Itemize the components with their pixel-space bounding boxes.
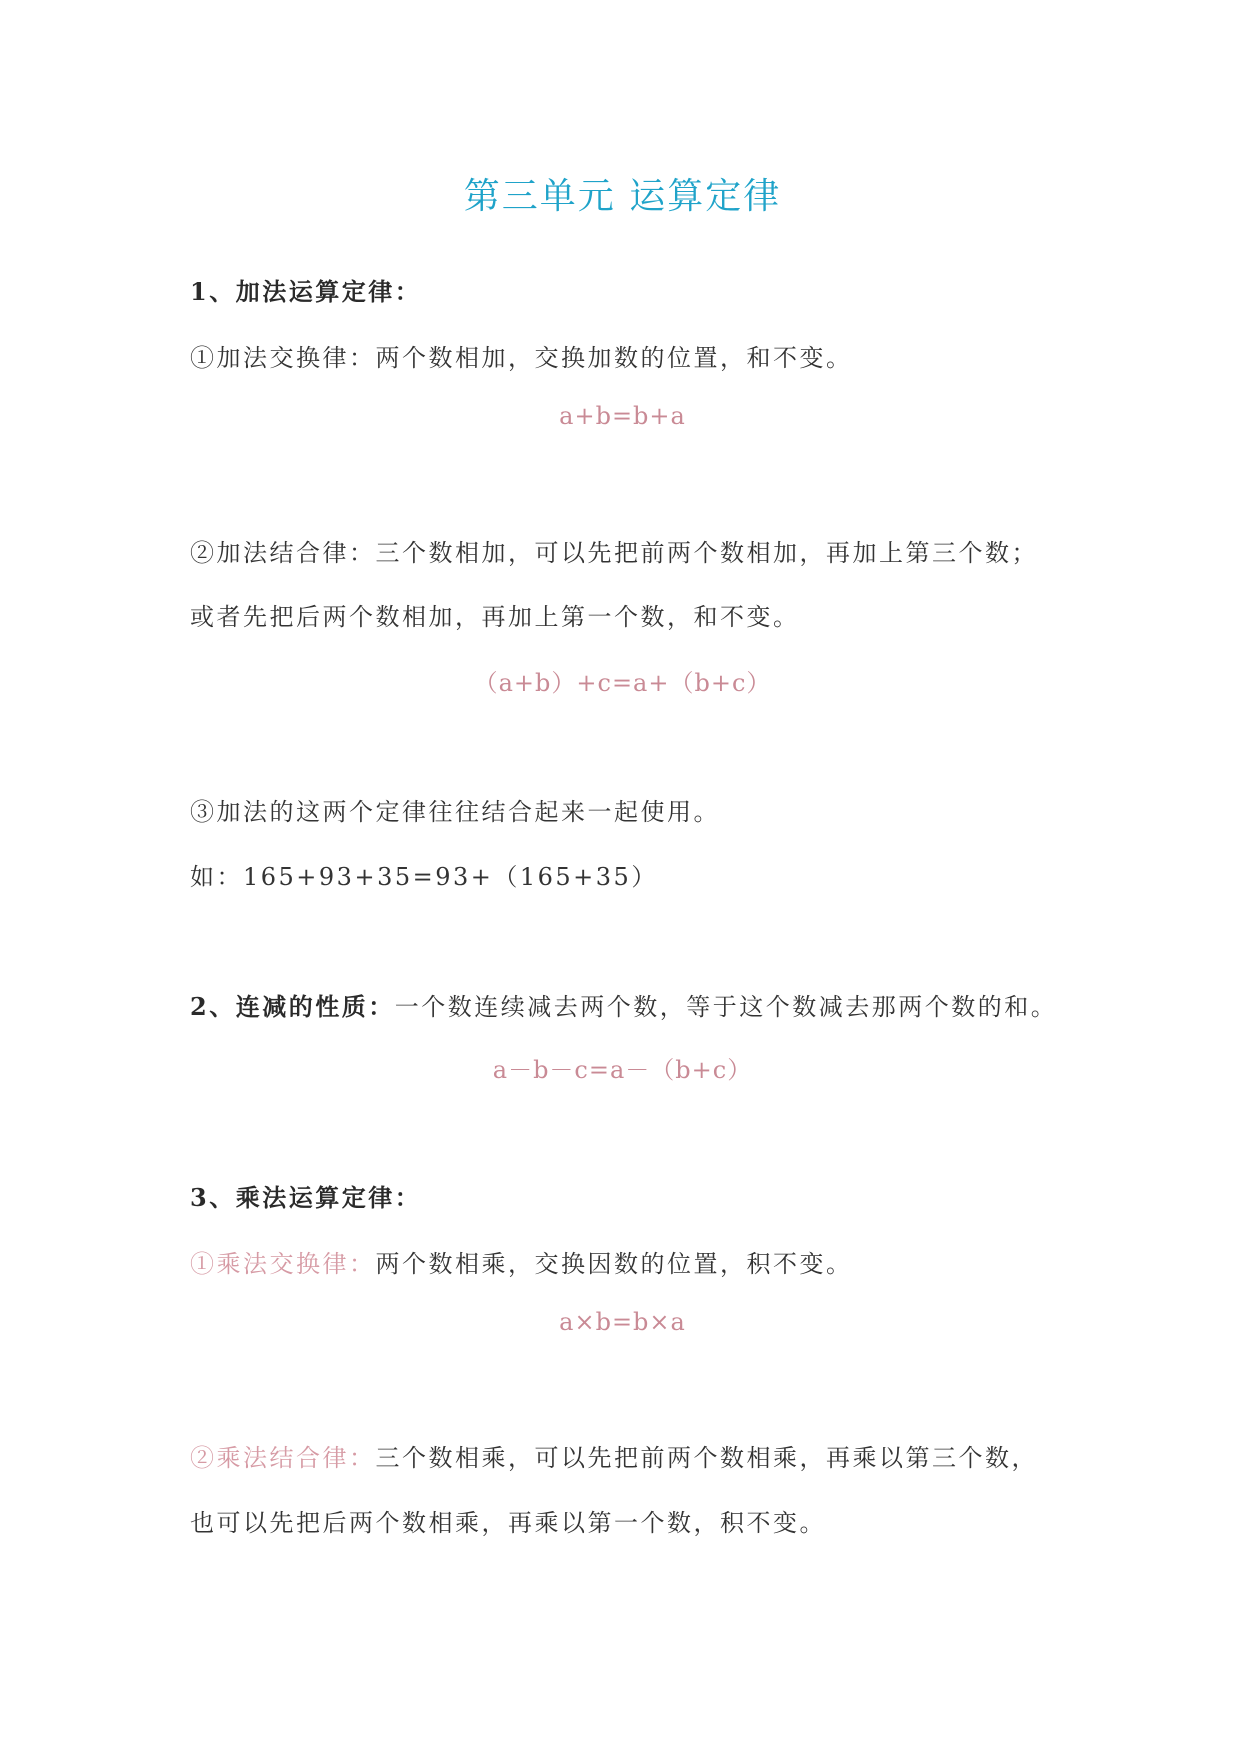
addition-associative-formula: （a+b）+c=a+（b+c）	[473, 669, 772, 697]
section3-heading: 3、乘法运算定律：	[190, 1183, 422, 1212]
page-title: 第三单元 运算定律	[463, 176, 782, 217]
multiplication-associative-line1	[190, 1438, 1038, 1473]
addition-commutative-law: ①加法交换律：两个数相加，交换加数的位置，和不变。	[190, 344, 853, 372]
multiplication-commutative-line	[190, 1244, 853, 1279]
consecutive-subtraction-formula: a－b－c=a－（b+c）	[492, 1056, 753, 1084]
addition-associative-law-line2: 或者先把后两个数相加，再加上第一个数，和不变。	[190, 603, 800, 631]
multiplication-commutative-text: 两个数相乘，交换因数的位置，积不变。	[375, 1250, 853, 1278]
multiplication-commutative-label: ①乘法交换律：	[190, 1250, 376, 1278]
addition-commutative-formula: a+b=b+a	[559, 402, 686, 430]
multiplication-associative-label: ②乘法结合律：	[190, 1444, 376, 1472]
section1-heading: 1、加法运算定律：	[190, 277, 422, 306]
multiplication-associative-text: 三个数相乘，可以先把前两个数相乘，再乘以第三个数，	[375, 1444, 1038, 1472]
consecutive-subtraction-text: 一个数连续减去两个数，等于这个数减去那两个数的和。	[394, 993, 1058, 1021]
multiplication-associative-line2: 也可以先把后两个数相乘，再乘以第一个数，积不变。	[190, 1509, 826, 1537]
addition-associative-law-line1: ②加法结合律：三个数相加，可以先把前两个数相加，再加上第三个数；	[190, 539, 1038, 567]
addition-example: 如：165+93+35=93+（165+35）	[190, 863, 658, 891]
addition-laws-combined: ③加法的这两个定律往往结合起来一起使用。	[190, 798, 720, 826]
section2-line	[190, 987, 1057, 1022]
section2-heading: 2、连减的性质：	[190, 992, 395, 1021]
multiplication-commutative-formula: a×b=b×a	[559, 1308, 686, 1336]
